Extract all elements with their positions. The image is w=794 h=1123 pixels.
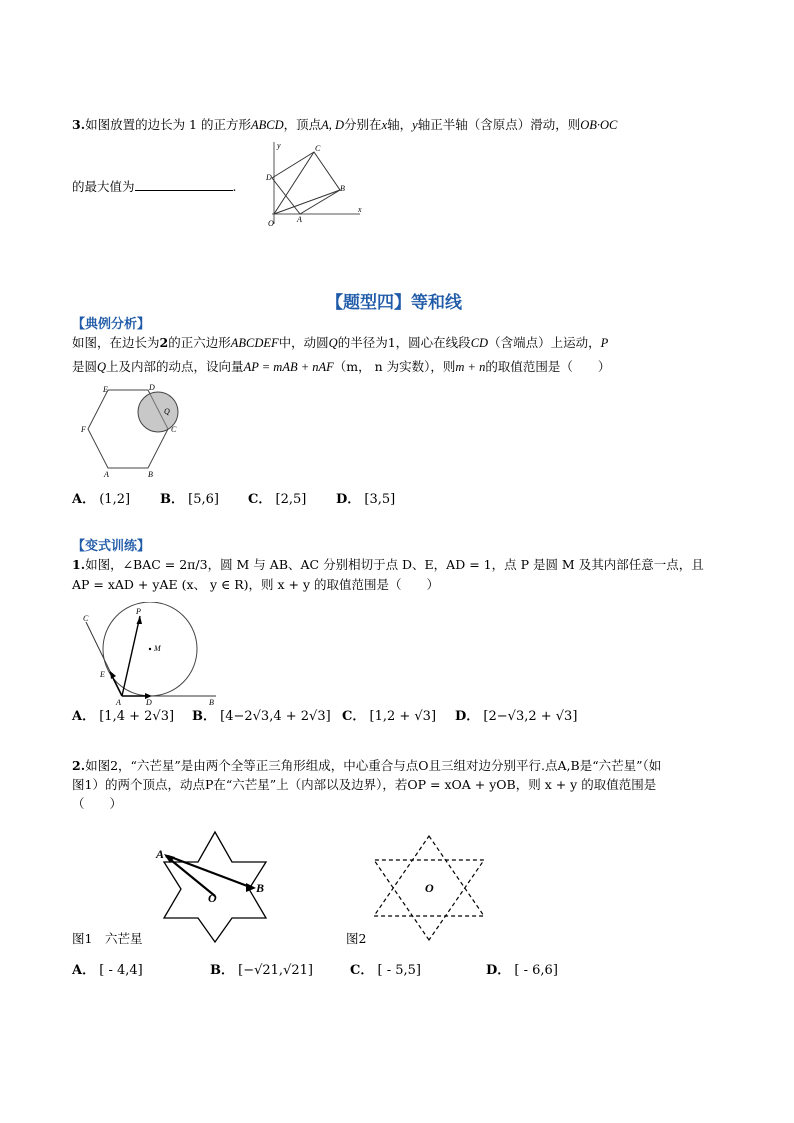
q3-line2: 的最大值为 .: [72, 179, 237, 194]
p2-line1: 2.如图2，“六芒星”是由两个全等正三角形组成，中心重合与点O且三组对边分别平行.点A,B是“六芒星”（如: [72, 758, 662, 773]
fig-label: A: [116, 698, 121, 706]
fig-label: B: [148, 470, 153, 478]
fig-label: O: [425, 881, 434, 895]
example-line2: 是圆Q上及内部的动点，设向量AP = mAB + nAF（m， n 为实数），则m + n的取值范围是（ ）: [72, 359, 611, 374]
fig-label: P: [136, 607, 141, 616]
section-title: 【题型四】等和线: [326, 293, 462, 313]
fig-label: O: [208, 891, 217, 905]
fig-label: E: [100, 670, 105, 679]
example-line1: 如图，在边长为2的正六边形ABCDEF中，动圆Q的半径为1，圆心在线段CD（含端点）上运动，P: [72, 335, 609, 350]
p1-option-a[interactable]: A． [1,4 + 2√3]: [72, 709, 175, 724]
answer-blank: [135, 178, 233, 191]
vector-equation: AP = mAB + nAF: [243, 360, 334, 374]
p2-option-b[interactable]: B． [−√21,√21]: [210, 963, 313, 978]
p2-option-d[interactable]: D． [ - 6,6]: [486, 963, 558, 978]
figure-2-caption: 图2: [346, 931, 367, 946]
fig-label: B: [209, 698, 214, 706]
fig-label: A: [156, 847, 165, 861]
vector-ap: [122, 616, 140, 696]
six-star-figure-1: [150, 826, 280, 944]
segment-oc: [274, 152, 314, 214]
fig-label: D: [146, 698, 152, 706]
figure-1-caption: 图1 六芒星: [72, 931, 143, 946]
p1-option-c[interactable]: C． [1,2 + √3]: [342, 709, 437, 724]
center-m: [149, 648, 151, 650]
example-label: 【典例分析】: [72, 317, 151, 332]
p2-option-a[interactable]: A． [ - 4,4]: [72, 963, 143, 978]
example-option-b[interactable]: B． [5,6]: [160, 492, 219, 507]
fig-label: Q: [164, 407, 170, 416]
fig-label: C: [315, 144, 321, 153]
fig-label: D: [266, 173, 272, 182]
square-abcd: [272, 152, 340, 214]
q3-line1: 3.如图放置的边长为 1 的正方形ABCD，顶点A, D分别在x轴，y轴正半轴（含原点）滑动，则OB·OC: [72, 117, 618, 132]
p1-option-d[interactable]: D． [2−√3,2 + √3]: [455, 709, 578, 724]
p2-line3: （ ）: [72, 796, 123, 811]
example-option-a[interactable]: A． (1,2]: [72, 492, 131, 507]
p1-figure: [76, 602, 224, 706]
example-option-d[interactable]: D． [3,5]: [336, 492, 396, 507]
fig-label: O: [268, 219, 274, 228]
fig-label: D: [149, 383, 155, 392]
p1-line1: 1.如图，∠BAC = 2π/3，圆 M 与 AB、AC 分别相切于点 D、E，AD = 1，点 P 是圆 M 及其内部任意一点，且: [72, 557, 704, 572]
fig-label: E: [103, 385, 108, 394]
six-star-figure-2: [366, 830, 492, 942]
fig-label: C: [171, 425, 177, 434]
hexagon-figure: [78, 382, 198, 478]
p2-line2: 图1）的两个顶点，动点P在“六芒星”上（内部以及边界），若OP = xOA + yOB，则 x + y 的取值范围是: [72, 777, 657, 792]
q3-number: 3.: [72, 117, 86, 132]
p1-option-b[interactable]: B． [4−2√3,4 + 2√3]: [192, 709, 331, 724]
p2-option-c[interactable]: C． [ - 5,5]: [350, 963, 421, 978]
vector-ob: [168, 856, 250, 887]
fig-label: A: [297, 215, 302, 224]
p1-line2: AP = xAD + yAE (x、 y ∈ R)，则 x + y 的取值范围是（ ）: [72, 577, 439, 592]
example-option-c[interactable]: C． [2,5]: [248, 492, 307, 507]
triangle-down: [374, 860, 484, 940]
fig-label: B: [340, 184, 345, 193]
fig-label: M: [154, 644, 161, 653]
fig-label: C: [83, 614, 89, 623]
fig-label: B: [256, 881, 265, 895]
variant-label: 【变式训练】: [72, 539, 151, 554]
fig-label: F: [81, 425, 86, 434]
fig-label: y: [277, 141, 281, 150]
q3-vector-expr: OB·OC: [580, 118, 618, 132]
triangle-up: [374, 836, 484, 916]
fig-label: A: [104, 470, 109, 478]
fig-label: x: [358, 205, 362, 214]
q3-figure: [262, 138, 366, 230]
